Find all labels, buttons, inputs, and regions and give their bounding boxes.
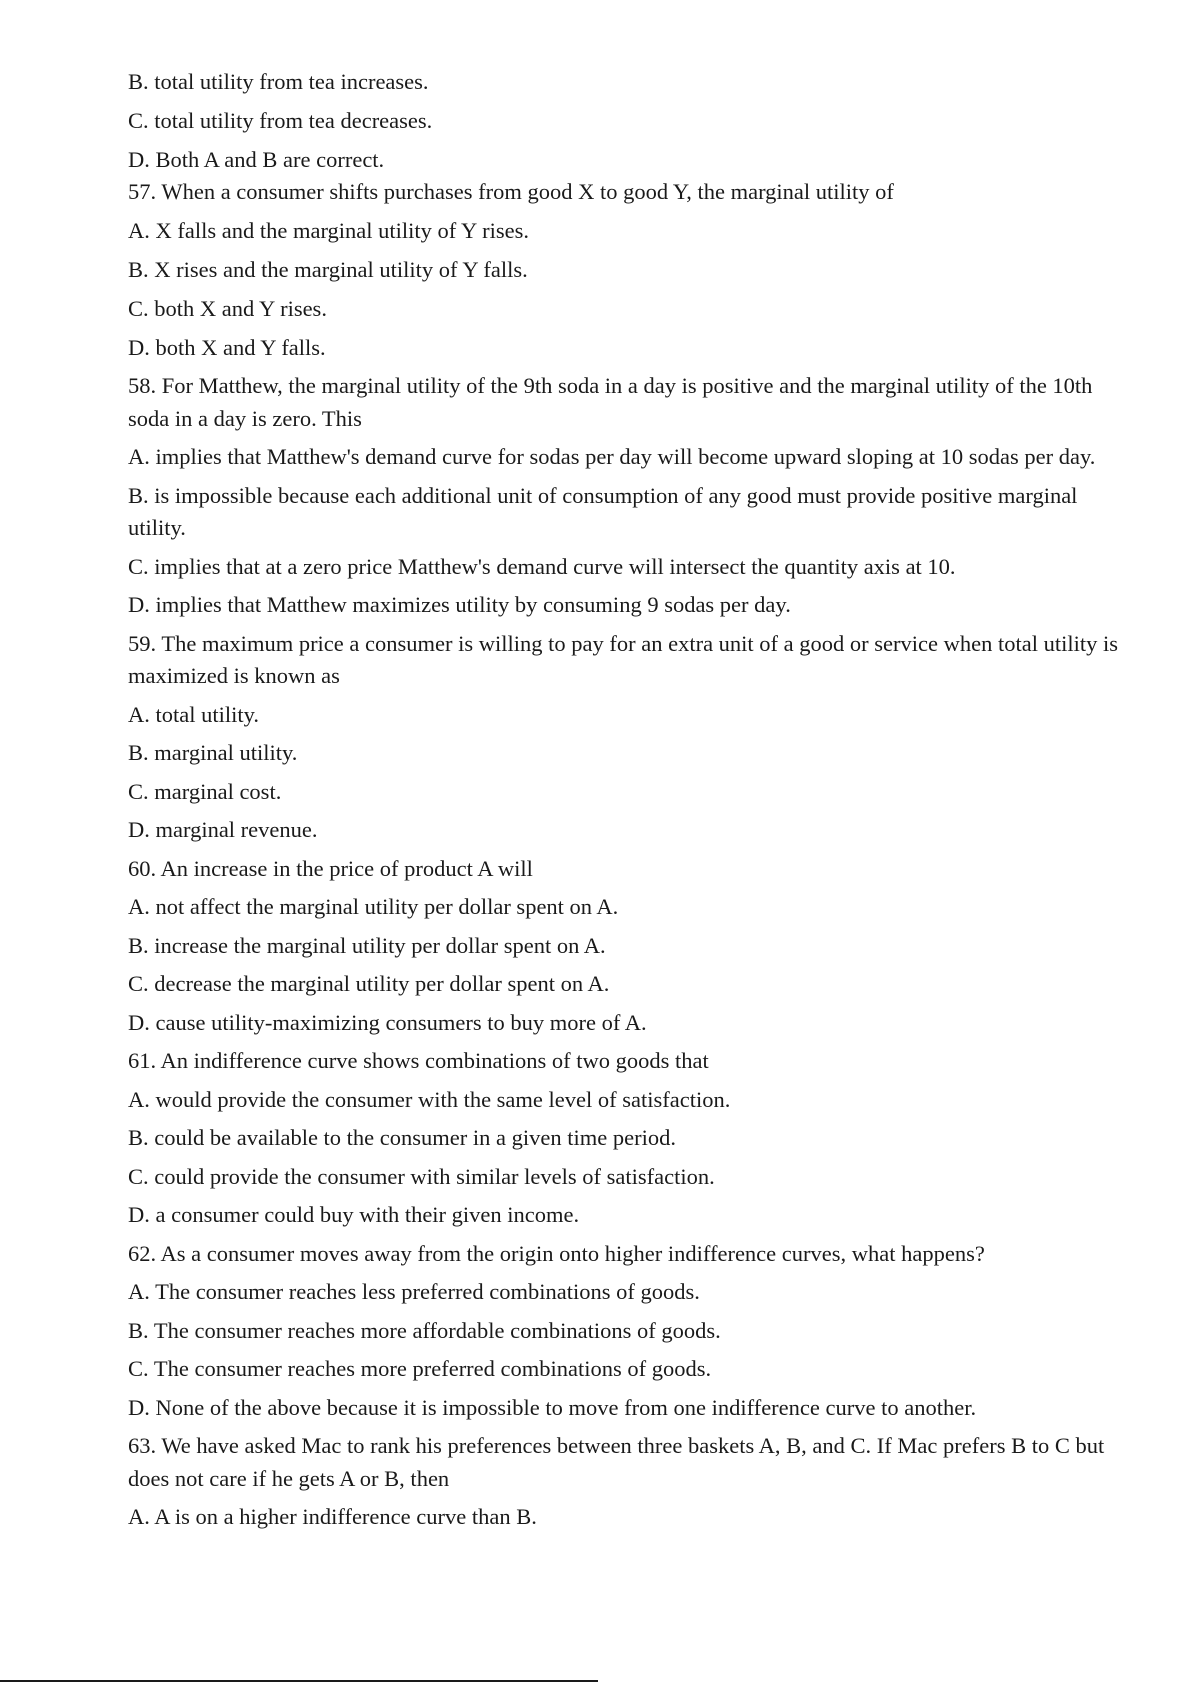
q62-option-b: B. The consumer reaches more affordable combinations of goods. [128, 1317, 721, 1343]
question-60: 60. An increase in the price of product A will [128, 855, 533, 881]
question-57: 57. When a consumer shifts purchases from good X to good Y, the marginal utility of [128, 179, 894, 204]
q58-option-b: B. is impossible because each additional unit of consumption of any good must provide positive marginal utility. [128, 482, 1078, 540]
q60-option-c: C. decrease the marginal utility per dollar spent on A. [128, 971, 610, 996]
question-61: 61. An indifference curve shows combinations of two goods that [128, 1048, 709, 1073]
q56-option-d: D. Both A and B are correct. [128, 146, 385, 172]
q59-option-a: A. total utility. [128, 701, 260, 727]
question-62: 62. As a consumer moves away from the origin onto higher indifference curves, what happens? [128, 1240, 985, 1266]
q58-option-d: D. implies that Matthew maximizes utility by consuming 9 sodas per day. [128, 592, 791, 617]
q60-option-a: A. not affect the marginal utility per dollar spent on A. [128, 894, 619, 919]
q59-option-d: D. marginal revenue. [128, 817, 318, 842]
document-page [128, 66, 1118, 1534]
q57-option-c: C. both X and Y rises. [128, 296, 327, 321]
q57-option-d: D. both X and Y falls. [128, 334, 326, 360]
q61-option-c: C. could provide the consumer with similar levels of satisfaction. [128, 1163, 715, 1189]
question-59: 59. The maximum price a consumer is willing to pay for an extra unit of a good or service when total utility is maximized is known as [128, 630, 1118, 688]
q58-option-c: C. implies that at a zero price Matthew's demand curve will intersect the quantity axis at 10. [128, 553, 956, 579]
q56-option-c: C. total utility from tea decreases. [128, 108, 433, 133]
q61-option-a: A. would provide the consumer with the same level of satisfaction. [128, 1086, 731, 1112]
question-63: 63. We have asked Mac to rank his preferences between three baskets A, B, and C. If Mac prefers B to C but does not care if he gets A or B, then [128, 1433, 1105, 1491]
q58-option-a: A. implies that Matthew's demand curve for sodas per day will become upward sloping at 10 sodas per day. [128, 444, 1096, 469]
q56-option-b: B. total utility from tea increases. [128, 69, 429, 94]
q59-option-b: B. marginal utility. [128, 740, 298, 765]
q60-option-d: D. cause utility-maximizing consumers to buy more of A. [128, 1009, 647, 1035]
q59-option-c: C. marginal cost. [128, 778, 282, 804]
q57-option-b: B. X rises and the marginal utility of Y falls. [128, 257, 528, 282]
question-58: 58. For Matthew, the marginal utility of the 9th soda in a day is positive and the marginal utility of the 10th soda in a day is zero. This [128, 373, 1093, 431]
page-bottom-rule [0, 1680, 598, 1682]
q63-option-a: A. A is on a higher indifference curve than B. [128, 1504, 537, 1529]
q62-option-d: D. None of the above because it is impossible to move from one indifference curve to another. [128, 1394, 977, 1420]
q60-option-b: B. increase the marginal utility per dollar spent on A. [128, 932, 606, 958]
q61-option-b: B. could be available to the consumer in a given time period. [128, 1125, 676, 1150]
q62-option-c: C. The consumer reaches more preferred combinations of goods. [128, 1356, 712, 1381]
q57-option-a: A. X falls and the marginal utility of Y rises. [128, 218, 529, 243]
q61-option-d: D. a consumer could buy with their given income. [128, 1202, 580, 1227]
q62-option-a: A. The consumer reaches less preferred combinations of goods. [128, 1279, 700, 1304]
